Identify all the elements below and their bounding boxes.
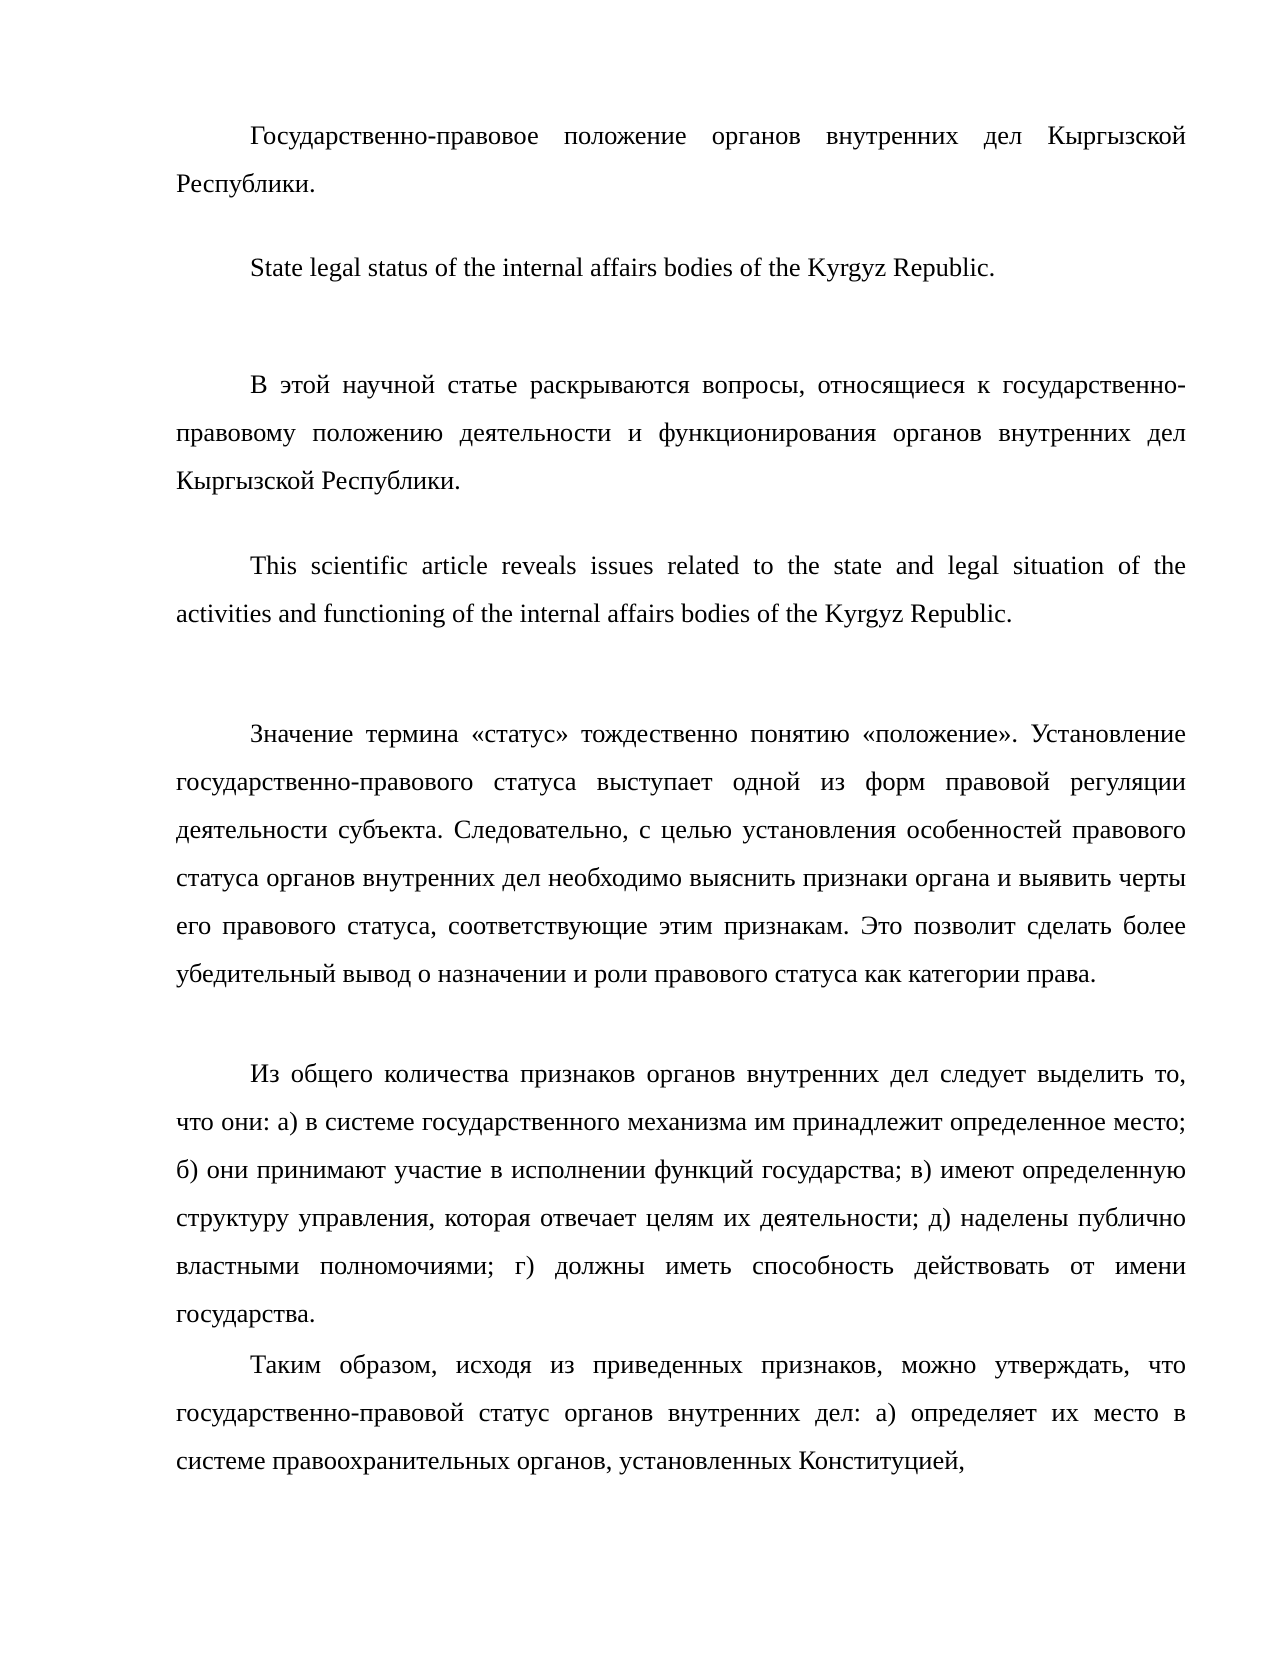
body-paragraph-block [176, 1049, 1186, 1337]
body-paragraph: Из общего количества признаков органов внутренних дел следует выделить то, что они: а) в системе государственного механизма им принадлежит определенное место; б) они принимают участие в исполнении функций государства; в) имеют определенную структуру управления, которая отвечает целям их деятельности; д) наделены публично властными полномочиями; г) должны иметь способность действовать от имени государства. [176, 1058, 1186, 1328]
title-russian: Государственно-правовое положение органов внутренних дел Кыргызской Республики. [176, 120, 1186, 198]
body-paragraph-block [176, 1340, 1186, 1484]
body-paragraph: Таким образом, исходя из приведенных признаков, можно утверждать, что государственно-правовой статус органов внутренних дел: а) определяет их место в системе правоохранительных органов, установленных Конституцией, [176, 1349, 1186, 1475]
abstract-russian: В этой научной статье раскрываются вопросы, относящиеся к государственно-правовому положению деятельности и функционирования органов внутренних дел Кыргызской Республики. [176, 369, 1186, 495]
title-english-block [176, 243, 1186, 291]
title-russian-block [176, 111, 1186, 207]
abstract-english: This scientific article reveals issues related to the state and legal situation of the activities and functioning of the internal affairs bodies of the Kyrgyz Republic. [176, 550, 1186, 628]
title-english: State legal status of the internal affairs bodies of the Kyrgyz Republic. [250, 252, 996, 282]
body-paragraph: Значение термина «статус» тождественно понятию «положение». Установление государственно-правового статуса выступает одной из форм правовой регуляции деятельности субъекта. Следовательно, с целью установления особенностей правового статуса органов внутренних дел необходимо выяснить признаки органа и выявить черты его правового статуса, соответствующие этим признакам. Это позволит сделать более убедительный вывод о назначении и роли правового статуса как категории права. [176, 718, 1186, 988]
abstract-english-block [176, 541, 1186, 637]
abstract-russian-block [176, 360, 1186, 504]
body-paragraph-block [176, 709, 1186, 997]
